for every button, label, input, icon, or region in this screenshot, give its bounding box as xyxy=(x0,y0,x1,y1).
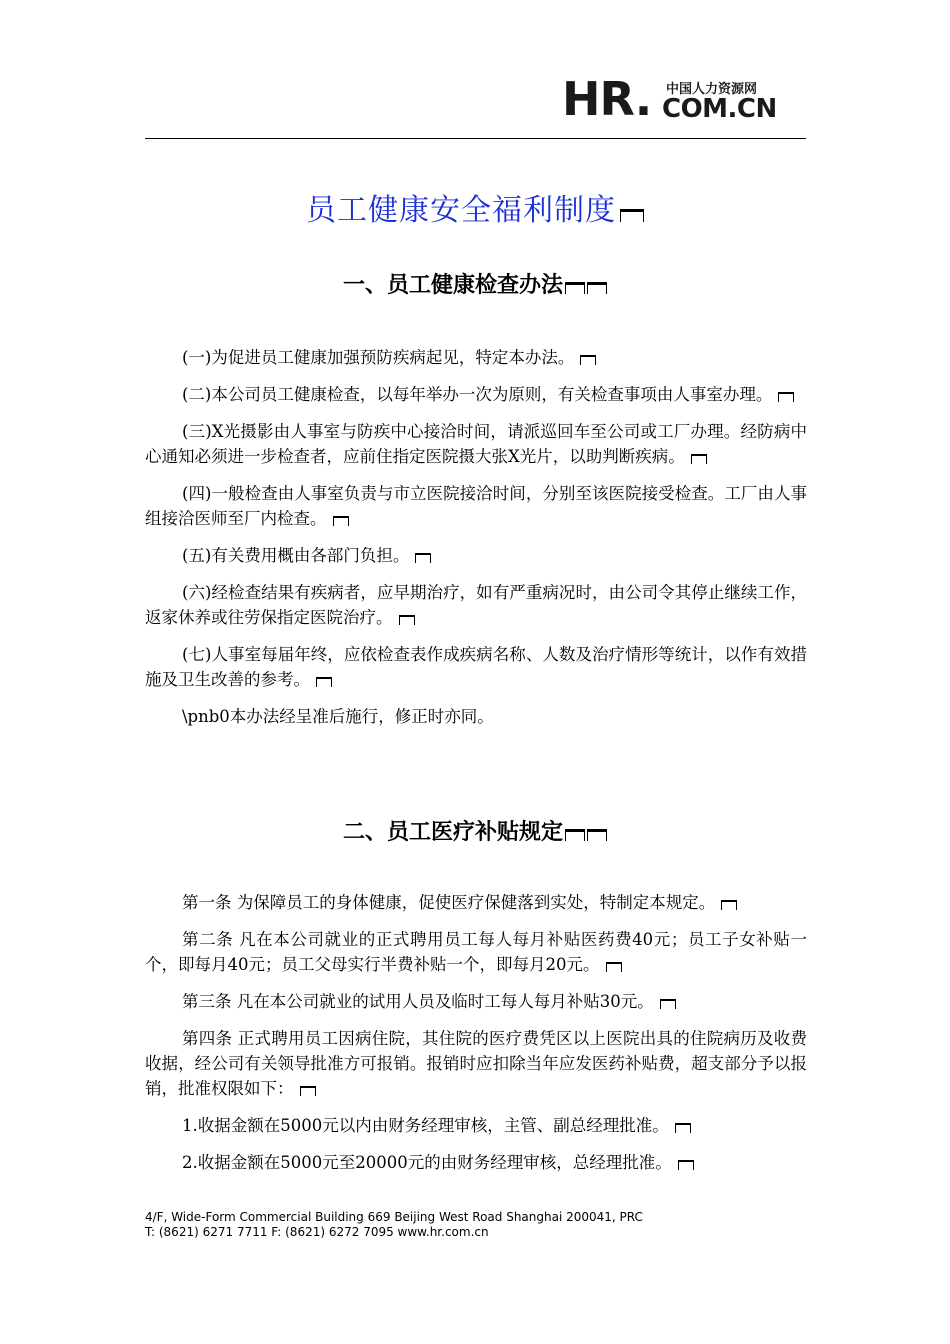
paragraph: (六)经检查结果有疾病者，应早期治疗，如有严重病况时，由公司令其停止继续工作，返家休养或往劳保指定医院治疗。 xyxy=(145,583,807,627)
page-footer xyxy=(145,1210,643,1240)
paragraph: 第四条 正式聘用员工因病住院，其住院的医疗费凭区以上医院出具的住院病历及收费收据，经公司有关领导批准方可报销。报销时应扣除当年应发医药补贴费，超支部分予以报销，批准权限如下： xyxy=(145,1029,807,1098)
section-1-body xyxy=(145,345,807,729)
paragraph-mark-icon xyxy=(316,677,332,687)
paragraph-mark-icon xyxy=(580,355,596,365)
paragraph: 2.收据金额在5000元至20000元的由财务经理审核，总经理批准。 xyxy=(145,1150,807,1175)
section-heading-1: 一、员工健康检查办法 xyxy=(0,268,950,299)
paragraph-mark-icon xyxy=(587,282,607,294)
paragraph: (一)为促进员工健康加强预防疾病起见，特定本办法。 xyxy=(145,345,807,370)
paragraph-mark-icon xyxy=(606,962,622,972)
logo-domain-text: COM.CN xyxy=(662,94,777,124)
paragraph: (四)一般检查由人事室负责与市立医院接洽时间，分别至该医院接受检查。工厂由人事组接洽医师至厂内检查。 xyxy=(145,484,807,528)
paragraph: (五)有关费用概由各部门负担。 xyxy=(145,543,807,568)
paragraph-mark-icon xyxy=(565,829,585,841)
paragraph-mark-icon xyxy=(333,516,349,526)
paragraph-mark-icon xyxy=(675,1123,691,1133)
footer-address: 4/F, Wide-Form Commercial Building 669 Beijing West Road Shanghai 200041, PRC xyxy=(145,1210,643,1224)
section-2-body xyxy=(145,890,807,1175)
footer-contact: T: (8621) 6271 7711 F: (8621) 6272 7095 www.hr.com.cn xyxy=(145,1225,489,1239)
paragraph: (三)X光摄影由人事室与防疾中心接洽时间，请派巡回车至公司或工厂办理。经防病中心通知必须进一步检查者，应前住指定医院摄大张X光片，以助判断疾病。 xyxy=(145,422,807,466)
logo-chinese-text: 中国人力资源网 xyxy=(666,82,758,97)
paragraph-mark-icon xyxy=(620,209,644,222)
paragraph-mark-icon xyxy=(660,999,676,1009)
paragraph: (二)本公司员工健康检查，以每年举办一次为原则，有关检查事项由人事室办理。 xyxy=(145,382,807,407)
paragraph-mark-icon xyxy=(691,454,707,464)
paragraph: \pnb0本办法经呈准后施行，修正时亦同。 xyxy=(182,707,494,726)
paragraph: 1.收据金额在5000元以内由财务经理审核，主管、副总经理批准。 xyxy=(145,1113,807,1138)
paragraph-mark-icon xyxy=(565,282,585,294)
paragraph: 第二条 凡在本公司就业的正式聘用员工每人每月补贴医药费40元；员工子女补贴一个，即每月40元；员工父母实行半费补贴一个，即每月20元。 xyxy=(145,930,807,974)
logo-main-text: HR. xyxy=(562,72,652,126)
paragraph-mark-icon xyxy=(587,829,607,841)
paragraph-mark-icon xyxy=(415,553,431,563)
paragraph-mark-icon xyxy=(678,1160,694,1170)
paragraph-mark-icon xyxy=(721,900,737,910)
paragraph: 第一条 为保障员工的身体健康，促使医疗保健落到实处，特制定本规定。 xyxy=(145,890,807,915)
section-heading-2: 二、员工医疗补贴规定 xyxy=(0,815,950,846)
paragraph-mark-icon xyxy=(300,1086,316,1096)
paragraph: 第三条 凡在本公司就业的试用人员及临时工每人每月补贴30元。 xyxy=(145,989,807,1014)
paragraph-mark-icon xyxy=(778,392,794,402)
header-rule xyxy=(145,138,806,139)
hr-logo xyxy=(562,72,792,126)
paragraph: (七)人事室每届年终，应依检查表作成疾病名称、人数及治疗情形等统计，以作有效措施及卫生改善的参考。 xyxy=(145,645,807,689)
paragraph-mark-icon xyxy=(399,615,415,625)
document-title: 员工健康安全福利制度 xyxy=(0,185,950,229)
